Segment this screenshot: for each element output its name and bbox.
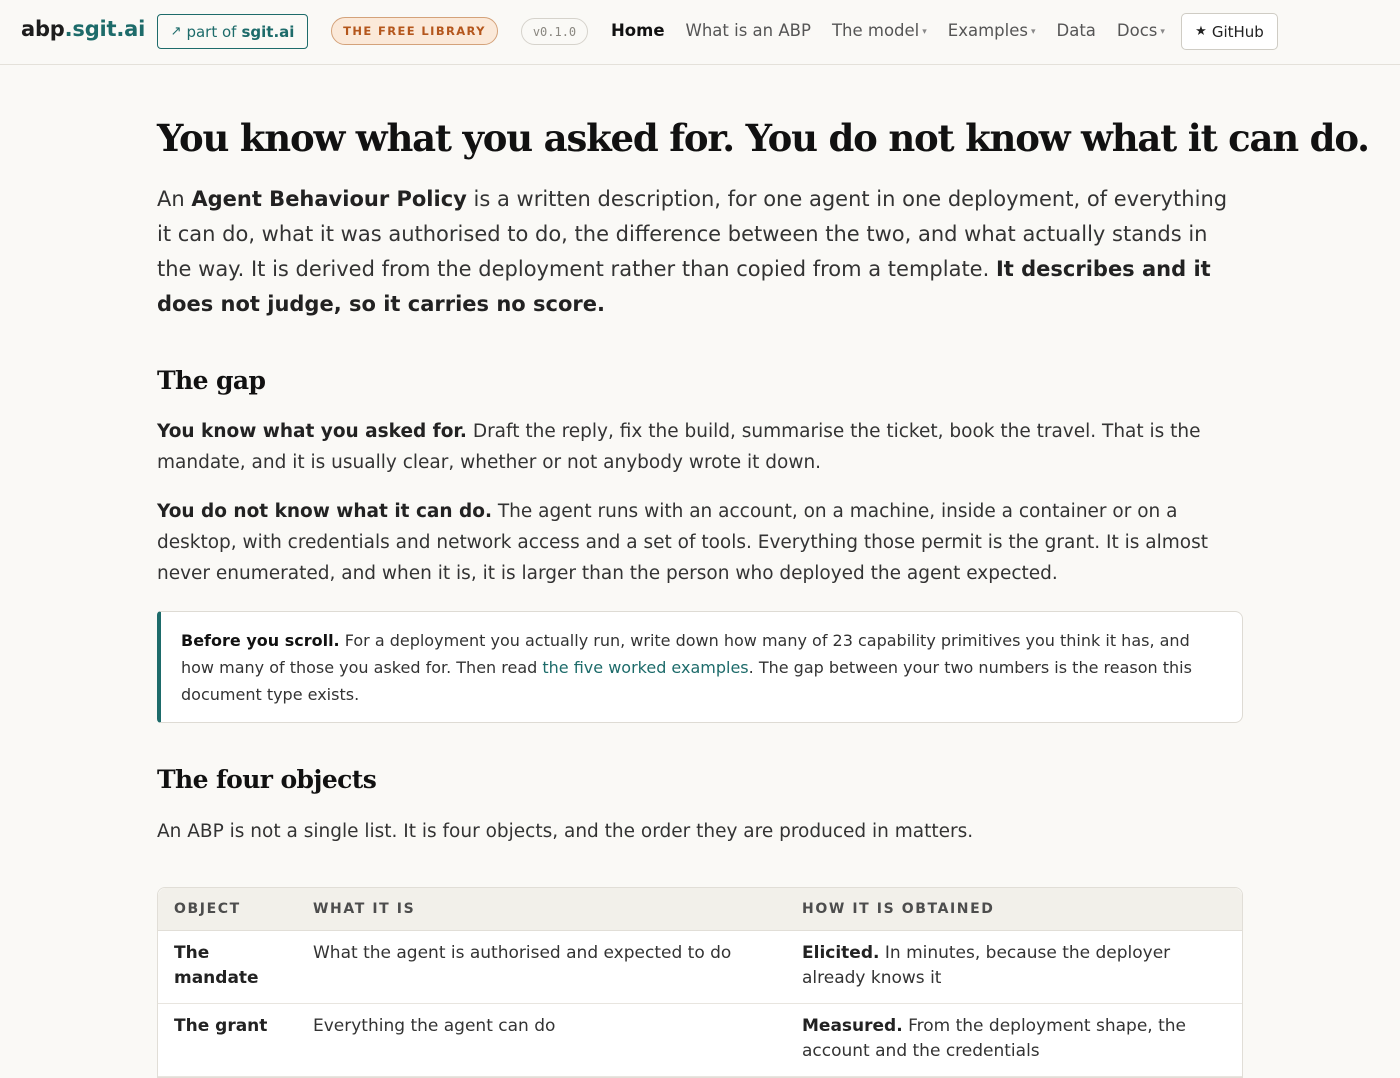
lead-body: is a written description, for one agent in one deployment, of everything it can do, what it was authorised to do, the difference between the two, and what actually stands in the way. It is derived from the deployment rather than copied from a template. xyxy=(157,187,1228,281)
object-what: Everything the agent can do xyxy=(297,1004,786,1077)
object-how xyxy=(786,1004,1242,1077)
gap-p2-text: The agent runs with an account, on a machine, inside a container or on a desktop, with credentials and network access and a set of tools. Everything those permit is the grant. It is almost never enumerated, and when it is, it is larger than the person who deployed the agent expected. xyxy=(157,501,1209,584)
main-nav xyxy=(611,21,1186,40)
callout-text-a: For a deployment you actually run, write down how many of 23 capability primitives you think it has, and how many of those you asked for. Then read xyxy=(181,631,1190,677)
lead-term: Agent Behaviour Policy xyxy=(191,187,467,211)
object-what: What the agent is authorised and expected to do xyxy=(297,931,786,1004)
nav-label: Home xyxy=(611,21,665,40)
gap-p1-text: Draft the reply, fix the build, summarise the ticket, book the travel. That is the mandate, and it is usually clear, whether or not anybody wrote it down. xyxy=(157,421,1201,473)
object-how xyxy=(786,931,1242,1004)
before-you-scroll-callout xyxy=(157,611,1243,723)
part-of-site: sgit.ai xyxy=(241,22,295,41)
lead-intro: An xyxy=(157,187,192,211)
lead-paragraph xyxy=(157,182,1247,322)
table-row xyxy=(158,1004,1242,1077)
nav-item-data[interactable] xyxy=(1057,21,1096,40)
nav-label: Docs xyxy=(1116,21,1158,40)
nav-item-docs[interactable] xyxy=(1117,21,1165,40)
github-button[interactable] xyxy=(1181,13,1278,50)
top-navigation-bar xyxy=(0,0,1400,65)
worked-examples-link[interactable]: the five worked examples xyxy=(542,658,749,677)
caret-down-icon: ▾ xyxy=(1160,27,1165,37)
section-heading-gap: The gap xyxy=(157,366,266,395)
github-label: GitHub xyxy=(1211,22,1264,41)
external-arrow-icon: ↗ xyxy=(170,24,182,39)
table-header-row xyxy=(158,888,1242,931)
gap-p2-bold: You do not know what it can do. xyxy=(157,501,492,522)
version-badge: v0.1.0 xyxy=(521,18,588,45)
lead-bold-end: It describes and it does not judge, so it carries no score. xyxy=(157,257,1211,316)
object-how-bold: Measured. xyxy=(802,1016,903,1036)
callout-bold: Before you scroll. xyxy=(181,631,340,650)
object-name: The mandate xyxy=(158,931,297,1004)
nav-label: The model xyxy=(831,21,920,40)
gap-paragraph-mandate xyxy=(157,416,1232,478)
brand-suffix: .sgit.ai xyxy=(64,17,146,41)
part-of-sgit-link[interactable] xyxy=(157,14,308,49)
gap-p1-bold: You know what you asked for. xyxy=(157,421,467,442)
object-how-text: From the deployment shape, the account and the credentials xyxy=(802,1016,1187,1061)
object-how-text: In minutes, because the deployer already knows it xyxy=(802,943,1171,988)
site-logo[interactable] xyxy=(21,17,145,41)
caret-down-icon: ▾ xyxy=(1030,27,1036,37)
part-of-label: part of xyxy=(186,22,237,41)
nav-item-the-model[interactable] xyxy=(832,21,927,40)
page-title: You know what you asked for. You do not know what it can do. xyxy=(157,116,1369,160)
object-how-bold: Elicited. xyxy=(802,943,880,963)
section-heading-four-objects: The four objects xyxy=(157,765,377,794)
column-header-how-obtained: HOW IT IS OBTAINED xyxy=(786,888,1242,931)
object-name: The grant xyxy=(158,1004,297,1077)
table-row xyxy=(158,931,1242,1004)
nav-label: Data xyxy=(1056,21,1096,40)
nav-item-what-is-an-abp[interactable] xyxy=(686,21,811,40)
column-header-object: OBJECT xyxy=(158,888,297,931)
star-icon: ★ xyxy=(1195,24,1207,39)
nav-item-examples[interactable] xyxy=(948,21,1036,40)
column-header-what-it-is: WHAT IT IS xyxy=(297,888,786,931)
free-library-badge: THE FREE LIBRARY xyxy=(331,17,498,45)
four-objects-table xyxy=(157,887,1243,1078)
nav-label: Examples xyxy=(947,21,1028,40)
caret-down-icon: ▾ xyxy=(922,27,927,37)
nav-label: What is an ABP xyxy=(685,21,811,40)
gap-paragraph-grant xyxy=(157,496,1232,589)
nav-item-home[interactable] xyxy=(611,21,665,40)
brand-prefix: abp xyxy=(21,17,65,41)
four-objects-intro: An ABP is not a single list. It is four objects, and the order they are produced in matters. xyxy=(157,821,974,842)
callout-text-b: . The gap between your two numbers is the reason this document type exists. xyxy=(181,658,1192,704)
